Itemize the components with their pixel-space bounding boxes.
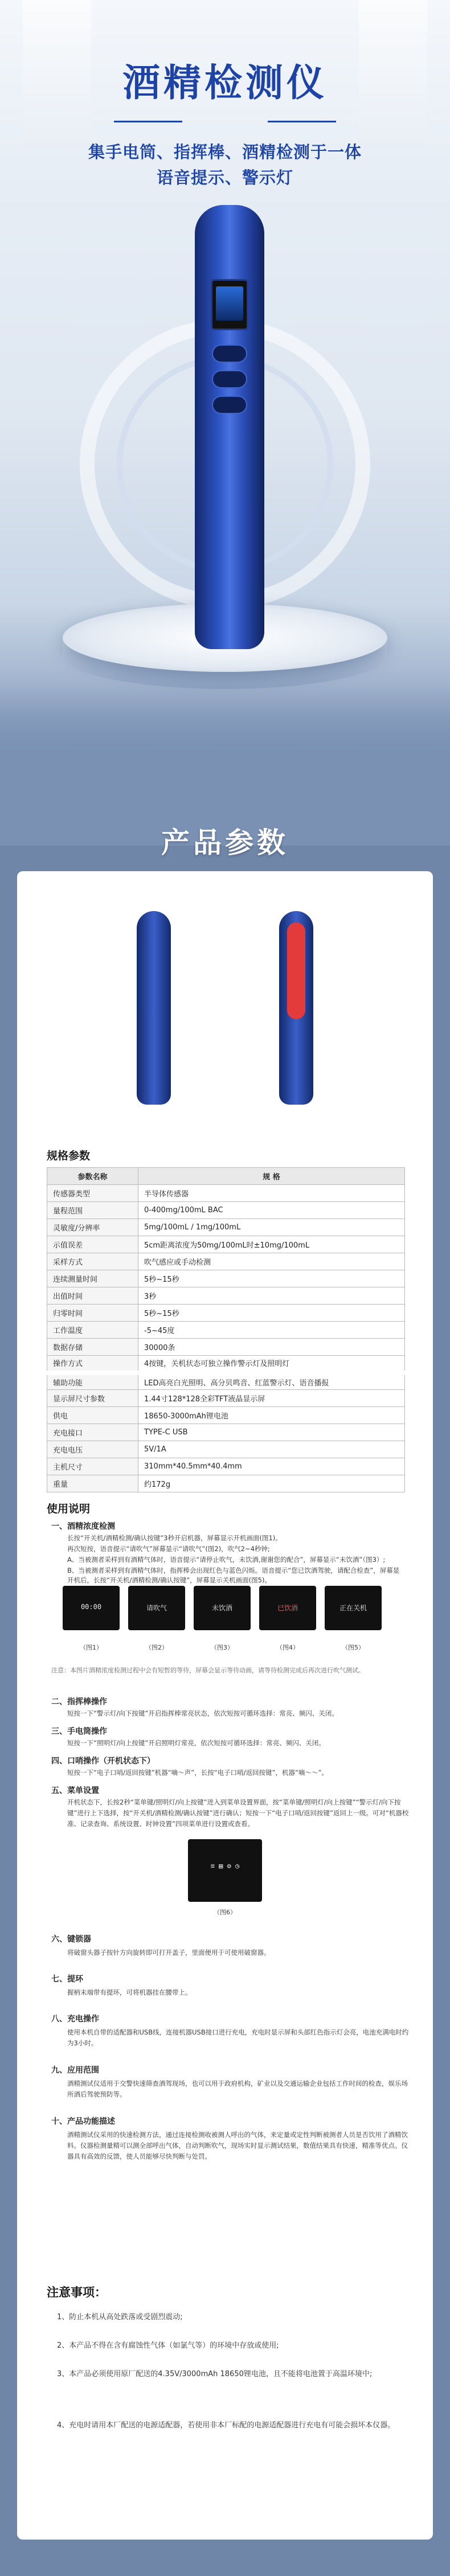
usage-text: 长按“开关机/酒精检测/确认按键”3秒开启机器，屏幕显示开机画面(图1)。: [67, 1534, 282, 1542]
usage-heading-6: 六、键锁器: [51, 1935, 91, 1944]
footer-bg: [0, 2540, 450, 2576]
table-row: 辅助功能 LED高亮白光照明、高分贝鸣音、红蓝警示灯、语音播报: [47, 1373, 405, 1390]
usage-text: 再次短按，语音提示“请吹气”屏幕显示“请吹气”(图2)，吹气2~4秒钟;: [67, 1545, 270, 1553]
table-row: 显示屏尺寸参数 1.44寸128*128全彩TFT液晶显示屏: [47, 1390, 405, 1407]
hero-banner: [0, 0, 450, 754]
device-button: [212, 344, 247, 363]
screen-caption: （图1）: [80, 1644, 103, 1651]
warning-light: [287, 922, 305, 1019]
device-button: [212, 370, 247, 388]
spec-section-label: 规格参数: [47, 1150, 91, 1162]
title-divider-left: [114, 121, 182, 122]
usage-heading-2: 二、指挥棒操作: [51, 1697, 107, 1707]
screen-image-6: ≡ ▤ ⚙ ◷: [188, 1839, 262, 1902]
spec-table: [47, 1167, 405, 1492]
usage-heading-1: 一、酒精浓度检测: [51, 1522, 115, 1531]
usage-text: B、当被测者采样到有酒精气体时，指挥棒会出现红色与蓝色闪烁。语音提示“您已饮酒驾驶，请配合检查”，屏幕显: [67, 1566, 400, 1574]
table-row: 连续测量时间 5秒~15秒: [47, 1270, 405, 1287]
spec-header-name: 参数名称: [47, 1168, 138, 1185]
notes-item: 3、本产品必须使用原厂配送的4.35V/3000mAh 18650锂电池，且不能将电池置于高温环境中;: [57, 2370, 373, 2378]
screen-image-5: 正在关机: [325, 1586, 382, 1630]
table-row: 数据存储 30000条: [47, 1339, 405, 1356]
usage-text: A、当被测者采样到有酒精气体时，语音提示“请停止吹气，未饮酒,谢谢您的配合”，屏幕显示“未饮酒”（图3）;: [67, 1556, 386, 1564]
params-title: 产品参数: [161, 826, 289, 859]
device-button: [212, 396, 247, 414]
screen-image-1: 00:00: [63, 1586, 120, 1630]
table-row: 充电接口 TYPE-C USB: [47, 1424, 405, 1441]
screen-image-2: 请吹气: [128, 1586, 185, 1630]
table-row: 主机尺寸 310mm*40.5mm*40.4mm: [47, 1458, 405, 1475]
screen-caption: （图5）: [342, 1644, 365, 1651]
usage-text: 将破窗头器子按针方向旋转即可打开盖子，里面便用于可使用破窗器。: [67, 1949, 271, 1956]
usage-heading-4: 四、口哨操作（开机状态下）: [51, 1757, 155, 1766]
usage-heading-7: 七、提环: [51, 1975, 83, 1984]
notes-title: 注意事项：: [47, 2286, 107, 2299]
title-divider-right: [268, 121, 336, 122]
table-row: 量程范围 0-400mg/100mL BAC: [47, 1202, 405, 1219]
usage-heading-5: 五、菜单设置: [51, 1786, 99, 1795]
table-row: 出值时间 3秒: [47, 1287, 405, 1305]
notes-item: 2、本产品不得在含有腐蚀性气体（如氯气等）的环境中存放或使用;: [57, 2341, 279, 2350]
usage-text: 握柄末端带有提环，可将机器挂在腰带上。: [67, 1988, 192, 1996]
usage-text: 短按一下“警示灯/向下按键”开启指挥棒常亮状态，依次短按可循环选择：常亮、频闪、关闭。: [67, 1709, 338, 1717]
usage-text: 开机状态下，长按2秒“菜单键/照明灯/向上按键”进入到菜单设置界面，按“菜单键/照明灯/向上按键”“警示灯/向下按键”进行上下选择，按“开关机/酒精检测/确认按键”进行确认；短按一下“电子口哨/返回按键”返回上一级。可对“机器校准、记录查询、系统设置、时钟设置”四项菜单进行设置或查看。: [67, 1798, 409, 1828]
table-row: 重量 约172g: [47, 1475, 405, 1492]
table-row: 传感器类型 半导体传感器: [47, 1185, 405, 1202]
screen-caption: （图4）: [276, 1644, 299, 1651]
usage-text: 短按一下“电子口哨/返回按键”机器“嘀～声”，长按“电子口哨/返回按键”，机器“嘀～～”。: [67, 1769, 328, 1777]
table-row: 灵敏度/分辨率 5mg/100mL / 1mg/100mL: [47, 1219, 405, 1236]
usage-note: 注意：本图片酒精浓度检测过程中会有短暂的等待，屏幕会显示等待动画，请等待检测完成后再次进行吹气测试。: [51, 1667, 365, 1674]
hero-fade: [0, 683, 450, 754]
usage-section-label: 使用说明: [47, 1503, 91, 1515]
spec-header-value: 规 格: [138, 1168, 405, 1185]
device-screen: [211, 279, 248, 330]
usage-text: 使用本机自带的适配器和USB线，连接机器USB接口进行充电，充电时显示屏和头部红色指示灯会亮，电池充满电时约为3小时。: [67, 2028, 409, 2047]
table-row: 归零时间 5秒~15秒: [47, 1305, 405, 1322]
product-back-image: [279, 911, 313, 1105]
hero-subtitle-1: 集手电筒、指挥棒、酒精检测于一体: [88, 142, 362, 162]
table-row: 操作方式 4按键，关机状态可独立操作警示灯及照明灯: [47, 1356, 405, 1373]
hero-title: 酒精检测仪: [122, 61, 328, 105]
screen-caption: （图6）: [214, 1909, 236, 1916]
usage-heading-10: 十、产品功能描述: [51, 2117, 115, 2126]
table-row: 工作温度 -5~45度: [47, 1322, 405, 1339]
breathalyzer-device-image: [195, 205, 264, 649]
hero-subtitle-2: 语音提示、警示灯: [156, 168, 293, 187]
notes-item: 4、充电时请用本厂配送的电源适配器，若使用非本厂标配的电源适配器进行充电有可能会损坏本仪器。: [57, 2421, 395, 2430]
screen-image-3: 未饮酒: [194, 1586, 251, 1630]
usage-text: 开机后，长按“开关机/酒精检测/确认按键”，屏幕显示关机画面(图5)。: [67, 1576, 271, 1584]
usage-heading-3: 三、手电筒操作: [51, 1727, 107, 1736]
usage-heading-8: 八、充电操作: [51, 2015, 99, 2024]
screen-caption: （图3）: [211, 1644, 234, 1651]
screen-caption: （图2）: [145, 1644, 168, 1651]
table-row: 供电 18650-3000mAh锂电池: [47, 1407, 405, 1424]
table-row: 采样方式 吹气感应或手动检测: [47, 1253, 405, 1270]
table-row: 示值误差 5cm距离浓度为50mg/100mL时±10mg/100mL: [47, 1236, 405, 1253]
notes-item: 1、防止本机从高处跌落或受剧烈震动;: [57, 2313, 183, 2321]
screen-image-4: 已饮酒: [259, 1586, 316, 1630]
usage-heading-9: 九、应用范围: [51, 2066, 99, 2075]
table-row: 充电电压 5V/1A: [47, 1441, 405, 1458]
product-front-image: [137, 911, 171, 1105]
usage-text: 短按一下“照明灯/向上按键”开启照明灯常亮，依次短按可循环选择：常亮、频闪、关闭。: [67, 1739, 325, 1747]
device-body: [195, 205, 264, 649]
usage-text: 酒精测试仪适用于交警快速筛查酒驾现场，也可以用于政府机构，矿业以及交通运输企业包括工作时间的检查，娱乐场所酒后驾驶预防等。: [67, 2079, 408, 2098]
usage-text: 酒精测试仪采用的快速检测方法，通过连接检测收被测人呼出的气体，来定量或定性判断被测者人员是否饮用了酒精饮料。仪器检测量精可以测全部呼出气体，自动判断吹气，现场实时显示测试结果，数值结果具有快速，精准等优点。仪器具有高效的反馈，使人员能够尽快判断与处罚。: [67, 2131, 408, 2160]
